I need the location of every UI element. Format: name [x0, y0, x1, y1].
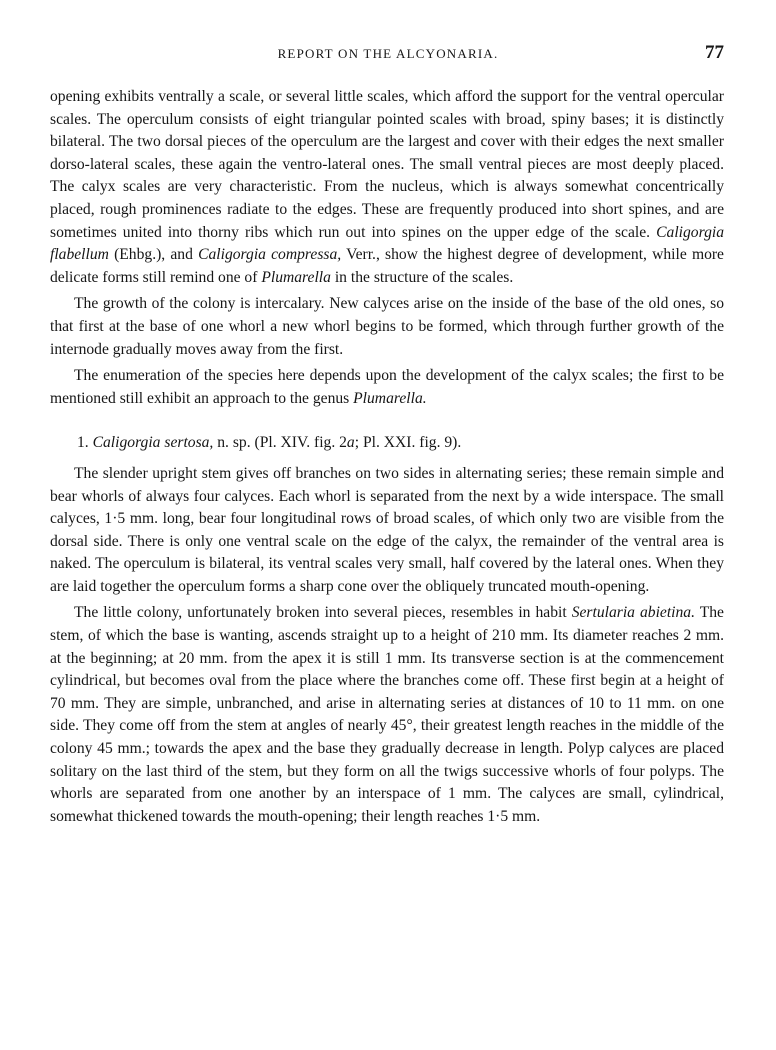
genus-name: Plumarella	[261, 268, 331, 286]
text-run: Verr., show the highest degree of development, while more delicate forms still remind one of	[50, 246, 724, 286]
page-body	[50, 86, 724, 828]
text-run: The enumeration of the species here depends upon the development of the calyx scales; the first to be mentioned still exhibit an approach to the genus	[50, 367, 724, 407]
species-heading	[50, 432, 724, 455]
figure-letter: a	[346, 434, 355, 452]
page-number: 77	[705, 42, 724, 63]
running-title: REPORT ON THE ALCYONARIA.	[277, 46, 499, 61]
paragraph-description: The slender upright stem gives off branches on two sides in alternating series; these remain simple and bear whorls of always four calyces. Each whorl is separated from the next by a wide interspace. The small calyces, 1·5 mm. long, bear four longitudinal rows of broad scales, of which only two are visible from the dorsal side. There is only one ventral scale on the edge of the calyx, the remainder of the ventral area is naked. The operculum is bilateral, its ventral scales very small, half covered by the lateral ones. When they are laid together the operculum forms a sharp cone over the obliquely truncated mouth-opening.	[50, 464, 724, 595]
species-number: 1.	[77, 434, 89, 452]
heading-reference-tail: ; Pl. XXI. fig. 9).	[354, 434, 462, 452]
paragraph-enumeration	[50, 365, 724, 410]
text-run: (Ehbg.), and	[114, 246, 193, 264]
species-name: Caligorgia flabellum	[50, 223, 724, 264]
species-name: Caligorgia sertosa,	[92, 434, 214, 452]
running-header	[52, 42, 724, 70]
text-run: The stem, of which the base is wanting, ascends straight up to a height of 210 mm. Its diameter reaches 2 mm. at the beginning; at 20 mm. from the apex it is still 1 mm. Its transverse section is at the commencement cylindrical, but becomes oval from the place where the branches come off. These first begin at a height of 70 mm. They are simple, unbranched, and arise in alternating series at distances of 10 to 11 mm. on one side. They come off from the stem at angles of nearly 45°, their greatest length reaches in the middle of the colony 45 mm.; towards the apex and the base they gradually decrease in length. Polyp calyces are placed solitary on the last third of the stem, but they form on all the twigs successive whorls of four polyps. The whorls are separated from one another by an interspace of 1 mm. The calyces are small, cylindrical, somewhat thickened towards the mouth-opening; their length reaches 1·5 mm.	[50, 604, 724, 825]
text-run: in the structure of the scales.	[334, 268, 514, 286]
species-name: Caligorgia compressa,	[198, 246, 342, 264]
paragraph-growth: The growth of the colony is intercalary. New calyces arise on the inside of the base of the old ones, so that first at the base of one whorl a new whorl begins to be formed, which through further growth of the internode gradually moves away from the first.	[50, 295, 724, 358]
paragraph-operculum	[50, 86, 724, 289]
heading-reference: n. sp. (Pl. XIV. fig. 2	[217, 434, 347, 452]
paragraph-colony	[50, 602, 724, 828]
text-run: opening exhibits ventrally a scale, or several little scales, which afford the support for the ventral opercular scales. The operculum consists of eight triangular pointed scales with broad, spiny bases; it is distinctly bilateral. The two dorsal pieces of the operculum are the largest and cover with their edges the next smaller dorso-lateral scales, these again the ventro-lateral ones. The small ventral pieces are most deeply placed. The calyx scales are very characteristic. From the nucleus, which is always somewhat concentrically placed, rough prominences radiate to the edges. These are frequently produced into short spines, and are sometimes united into thorny ribs which run out into spines on the upper edge of the scale.	[50, 88, 724, 241]
species-name: Sertularia abietina.	[571, 604, 695, 622]
genus-name: Plumarella.	[353, 389, 427, 407]
text-run: The little colony, unfortunately broken into several pieces, resembles in habit	[74, 604, 567, 622]
